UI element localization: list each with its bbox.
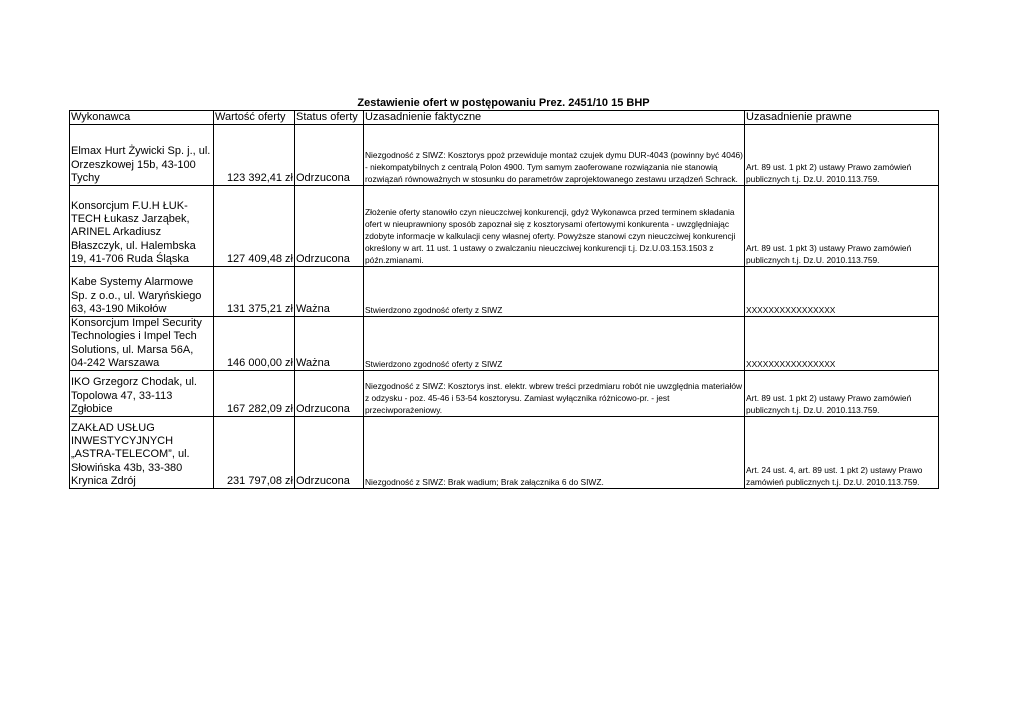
factual-cell: Złożenie oferty stanowiło czyn nieuczciwej konkurencji, gdyż Wykonawca przed terminem składania ofert w nieuprawniony sposób zapoznał się z kosztorysami ofertowymi konkurenta - uwzględniając zdobyte informacje w kalkulacji ceny własnej oferty. Powyższe stanowi czyn nieuczciwej konkurencji określony w art. 11 ust. 1 ustawy o zwalczaniu nieuczciwej konkurencji t.j. Dz.U.03.153.1503 z późn.zmianami. (364, 186, 745, 267)
table-row (70, 267, 939, 317)
legal-cell: Art. 89 ust. 1 pkt 3) ustawy Prawo zamówień publicznych t.j. Dz.U. 2010.113.759. (745, 186, 939, 267)
contractor-cell: Kabe Systemy Alarmowe Sp. z o.o., ul. Waryńskiego 63, 43-190 Mikołów (70, 267, 214, 317)
legal-cell: Art. 89 ust. 1 pkt 2) ustawy Prawo zamówień publicznych t.j. Dz.U. 2010.113.759. (745, 125, 939, 186)
value-cell: 123 392,41 zł (214, 125, 295, 186)
table-header-row (70, 111, 939, 125)
contractor-cell: ZAKŁAD USŁUG INWESTYCYJNYCH „ASTRA-TELECOM”, ul. Słowińska 43b, 33-380 Krynica Zdrój (70, 417, 214, 489)
factual-cell: Niezgodność z SIWZ: Kosztorys inst. elektr. wbrew treści przedmiaru robót nie uwzględnia materiałów z odzysku - poz. 45-46 i 53-54 kosztorysu. Zamiast wyłącznika różnicowo-pr. - jest przeciwporażeniowy. (364, 371, 745, 417)
contractor-cell: IKO Grzegorz Chodak, ul. Topolowa 47, 33-113 Zgłobice (70, 371, 214, 417)
factual-cell: Niezgodność z SIWZ: Kosztorys ppoż przewiduje montaż czujek dymu DUR-4043 (powinny być 4046) - niekompatybilnych z centralą Polon 4900. Tym samym zaoferowane rozwiązania nie stanowią rozwiązań równoważnych w stosunku do parametrów zaprojektowanego zestawu urządzeń Schrack. (364, 125, 745, 186)
legal-cell: Art. 89 ust. 1 pkt 2) ustawy Prawo zamówień publicznych t.j. Dz.U. 2010.113.759. (745, 371, 939, 417)
value-cell: 146 000,00 zł (214, 317, 295, 371)
legal-cell: Art. 24 ust. 4, art. 89 ust. 1 pkt 2) ustawy Prawo zamówień publicznych t.j. Dz.U. 2010.113.759. (745, 417, 939, 489)
contractor-cell: Elmax Hurt Żywicki Sp. j., ul. Orzeszkowej 15b, 43-100 Tychy (70, 125, 214, 186)
factual-cell: Stwierdzono zgodność oferty z SIWZ (364, 267, 745, 317)
table-row (70, 125, 939, 186)
header-legal: Uzasadnienie prawne (745, 111, 939, 125)
table-row (70, 186, 939, 267)
table-row (70, 417, 939, 489)
contractor-cell: Konsorcjum Impel Security Technologies i Impel Tech Solutions, ul. Marsa 56A, 04-242 Warszawa (70, 317, 214, 371)
status-cell: Odrzucona (295, 371, 364, 417)
status-cell: Ważna (295, 317, 364, 371)
status-cell: Ważna (295, 267, 364, 317)
legal-cell: XXXXXXXXXXXXXXXX (745, 267, 939, 317)
document-title: Zestawienie ofert w postępowaniu Prez. 2451/10 15 BHP (357, 97, 650, 109)
header-status: Status oferty (295, 111, 364, 125)
table-row (70, 371, 939, 417)
header-factual: Uzasadnienie faktyczne (364, 111, 745, 125)
table-row (70, 317, 939, 371)
value-cell: 231 797,08 zł (214, 417, 295, 489)
legal-cell: XXXXXXXXXXXXXXXX (745, 317, 939, 371)
status-cell: Odrzucona (295, 186, 364, 267)
value-cell: 127 409,48 zł (214, 186, 295, 267)
header-contractor: Wykonawca (70, 111, 214, 125)
contractor-cell: Konsorcjum F.U.H ŁUK-TECH Łukasz Jarząbek, ARINEL Arkadiusz Błaszczyk, ul. Halembska 19, 41-706 Ruda Śląska (70, 186, 214, 267)
factual-cell: Stwierdzono zgodność oferty z SIWZ (364, 317, 745, 371)
status-cell: Odrzucona (295, 125, 364, 186)
header-value: Wartość oferty (214, 111, 295, 125)
factual-cell: Niezgodność z SIWZ: Brak wadium; Brak załącznika 6 do SIWZ. (364, 417, 745, 489)
offers-table (69, 110, 939, 489)
value-cell: 131 375,21 zł (214, 267, 295, 317)
value-cell: 167 282,09 zł (214, 371, 295, 417)
status-cell: Odrzucona (295, 417, 364, 489)
